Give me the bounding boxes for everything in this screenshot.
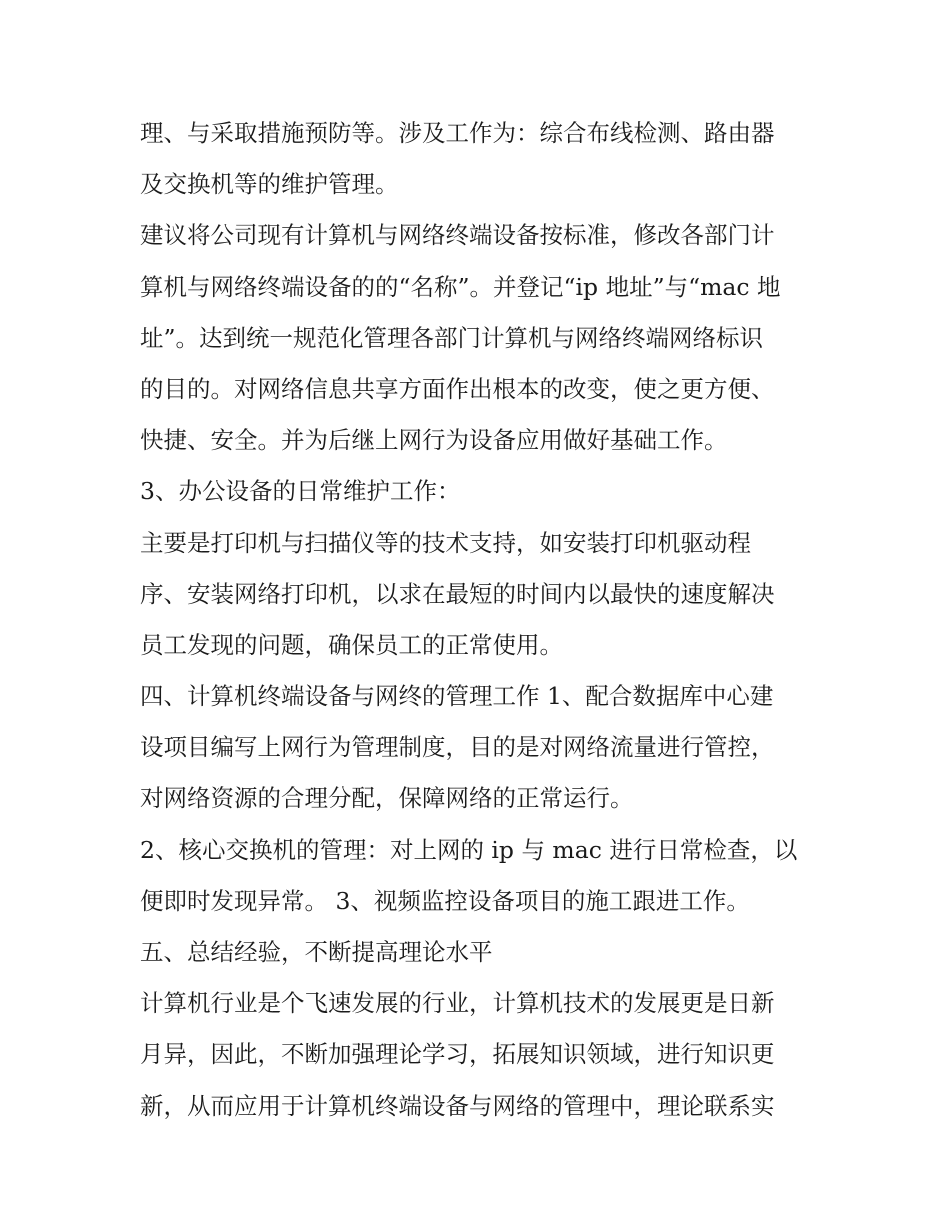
text-line: 3、办公设备的日常维护工作： [140, 477, 461, 506]
text-line: 四、计算机终端设备与网终的管理工作 1、配合数据库中心建 [140, 682, 774, 711]
text-line: 序、安装网络打印机，以求在最短的时间内以最快的速度解决 [140, 579, 775, 608]
text-line: 新，从而应用于计算机终端设备与网络的管理中，理论联系实 [140, 1091, 775, 1120]
text-line: 建议将公司现有计算机与网络终端设备按标准，修改各部门计 [140, 221, 775, 250]
text-line: 的目的。对网络信息共享方面作出根本的改变，使之更方便、 [140, 374, 775, 403]
text-line: 址”。达到统一规范化管理各部门计算机与网络终端网络标识 [140, 323, 764, 352]
text-line: 主要是打印机与扫描仪等的技术支持，如安装打印机驱动程 [140, 528, 751, 557]
text-line: 快捷、安全。并为后继上网行为设备应用做好基础工作。 [140, 426, 728, 455]
text-line: 五、总结经验，不断提高理论水平 [140, 938, 493, 966]
text-line: 对网络资源的合理分配，保障网络的正常运行。 [140, 784, 634, 813]
text-line: 算机与网络终端设备的的“名称”。并登记“ip 地址”与“mac 地 [140, 272, 781, 301]
text-line: 理、与采取措施预防等。涉及工作为：综合布线检测、路由器 [140, 119, 775, 147]
text-line: 设项目编写上网行为管理制度，目的是对网络流量进行管控， [140, 733, 775, 762]
text-line: 2、核心交换机的管理：对上网的 ip 与 mac 进行日常检查，以 [140, 835, 798, 864]
text-line: 及交换机等的维护管理。 [140, 170, 399, 199]
text-line: 月异，因此，不断加强理论学习，拓展知识领域，进行知识更 [140, 1040, 775, 1069]
text-line: 计算机行业是个飞速发展的行业，计算机技术的发展更是日新 [140, 989, 775, 1018]
text-line: 员工发现的问题，确保员工的正常使用。 [140, 630, 563, 659]
text-line: 便即时发现异常。 3、视频监控设备项目的施工跟进工作。 [140, 886, 750, 915]
document-body [140, 108, 820, 1132]
